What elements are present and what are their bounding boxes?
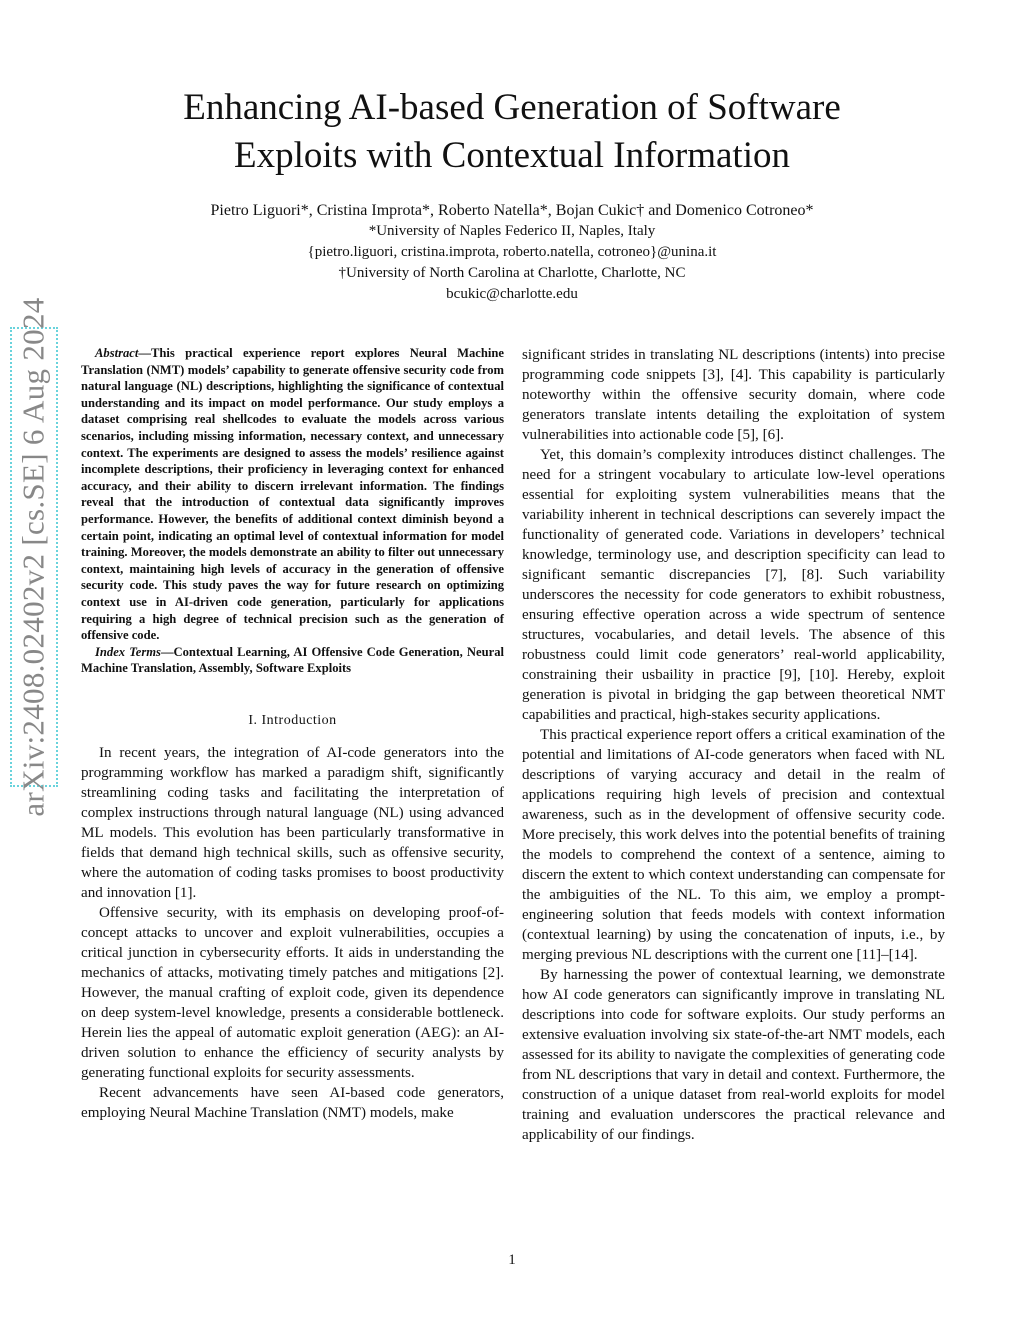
affiliation-charlotte: †University of North Carolina at Charlotte, Charlotte, NC — [338, 265, 686, 281]
intro-paragraph-7: By harnessing the power of contextual learning, we demonstrate how AI code generators can significantly improve in translating NL descriptions into code for software exploits. Our study performs an extensive evaluation involving six state-of-the-art NMT models, each assessed for its ability to navigate the complexities of generating code from NL descriptions that vary in detail and context. Furthermore, the construction of a unique dataset from real-world exploits for model training and evaluation underscores the practical relevance and applicability of our findings. — [522, 967, 945, 1143]
title-block — [90, 84, 934, 305]
intro-paragraph-5: Yet, this domain’s complexity introduces distinct challenges. The need for a stringent vocabulary to articulate low-level operations essential for exploiting system vulnerabilities means that the variability inherent in technical descriptions can severely impact the functionality of generated code. Variations in developers’ technical knowledge, terminology use, and description specificity can lead to significant semantic discrepancies [7], [8]. Such variability underscores the necessity for code generators to exhibit robustness, ensuring effective operation across a wide spectrum of sentence structures, vocabularies, and detail levels. The absence of this robustness could limit code generators’ real-world applicability, constraining their usbaility in practice [9], [10]. Hereby, exploit generation is pivotal in bridging the gap between theoretical NMT capabilities and practical, high-stakes security applications. — [522, 447, 945, 723]
right-column — [522, 345, 945, 1145]
page-number: 1 — [508, 1252, 516, 1268]
intro-paragraph-6: This practical experience report offers a critical examination of the potential and limitations of AI-code generators when faced with NL descriptions of varying accuracy and detail in the realm of applications requiring high levels of precision and contextual awareness, such as in the development of offensive security code. More precisely, this work delves into the potential benefits of training the models to comprehend the context of a sentence, aiming to discern the extent to which context understanding can compensate for the ambiguities of the NL. To this aim, we employ a prompt-engineering solution that feeds models with context information (contextual learning) by using the concatenation of inputs, i.e., by merging previous NL descriptions with the current one [11]–[14]. — [522, 727, 945, 963]
left-column — [81, 345, 504, 1123]
index-terms-label: Index Terms — [95, 644, 161, 659]
abstract — [81, 345, 504, 644]
abstract-label: Abstract — [95, 346, 139, 360]
intro-paragraph-1: In recent years, the integration of AI-code generators into the programming workflow has marked a paradigm shift, significantly streamlining coding tasks and facilitating the interpretation of complex instructions through natural language (NL) using advanced ML models. This evolution has been particularly transformative in fields that demand high technical skills, such as offensive security, where the automation of coding tasks promises to boost productivity and innovation [1]. — [81, 744, 504, 901]
paper-title — [90, 84, 934, 180]
title-line-1: Enhancing AI-based Generation of Software — [183, 87, 841, 128]
arxiv-identifier: arXiv:2408.02402v2 [cs.SE] 6 Aug 2024 — [16, 297, 51, 817]
section-heading-introduction: I. Introduction — [248, 712, 337, 728]
index-terms-text: —Contextual Learning, AI Offensive Code Generation, Neural Machine Translation, Assembly, Software Exploits — [81, 644, 504, 676]
email-charlotte: bcukic@charlotte.edu — [446, 286, 578, 302]
author-list: Pietro Liguori*, Cristina Improta*, Roberto Natella*, Bojan Cukic† and Domenico Cotroneo* — [210, 202, 814, 219]
title-line-2: Exploits with Contextual Information — [234, 135, 790, 176]
intro-paragraph-4: significant strides in translating NL descriptions (intents) into precise programming code snippets [3], [4]. This capability is particularly noteworthy within the offensive security domain, where code generators translate intents detailing the exploitation of system vulnerabilities into actionable code [5], [6]. — [522, 347, 945, 443]
intro-paragraph-2: Offensive security, with its emphasis on developing proof-of-concept attacks to uncover and exploit vulnerabilities, occupies a critical junction in cybersecurity efforts. It aids in understanding the mechanics of attacks, motivating timely patches and mitigations [2]. However, the manual crafting of exploit code, given its dependence on deep system-level knowledge, presents a considerable bottleneck. Herein lies the appeal of automatic exploit generation (AEG): an AI-driven solution to enhance the efficiency of security analysts by generating functional exploits for security assessments. — [81, 904, 504, 1081]
intro-paragraph-3: Recent advancements have seen AI-based code generators, employing Neural Machine Translation (NMT) models, make — [81, 1084, 504, 1121]
affiliation-naples: *University of Naples Federico II, Naples, Italy — [368, 223, 656, 239]
email-naples: {pietro.liguori, cristina.improta, roberto.natella, cotroneo}@unina.it — [307, 244, 717, 260]
index-terms — [81, 644, 504, 677]
abstract-text: —This practical experience report explores Neural Machine Translation (NMT) models’ capability to generate offensive security code from natural language (NL) descriptions, highlighting the significance of contextual understanding and its impact on model performance. Our study employs a dataset comprising real shellcodes to evaluate the models across various scenarios, including missing information, necessary context, and unnecessary context. The experiments are designed to assess the models’ resilience against incomplete descriptions, their proficiency in leveraging context for enhanced accuracy, and their ability to discern irrelevant information. The findings reveal that the introduction of contextual data significantly improves performance. However, the benefits of additional context diminish beyond a certain point, indicating an optimal level of contextual information for model training. Moreover, the models demonstrate an ability to filter out unnecessary context, maintaining high levels of accuracy in the generation of offensive security code. This study paves the way for future research on optimizing context use in AI-driven code generation, particularly for applications requiring a high degree of technical precision such as the generation of offensive code. — [81, 346, 504, 643]
arxiv-identifier-stamp — [10, 297, 58, 817]
